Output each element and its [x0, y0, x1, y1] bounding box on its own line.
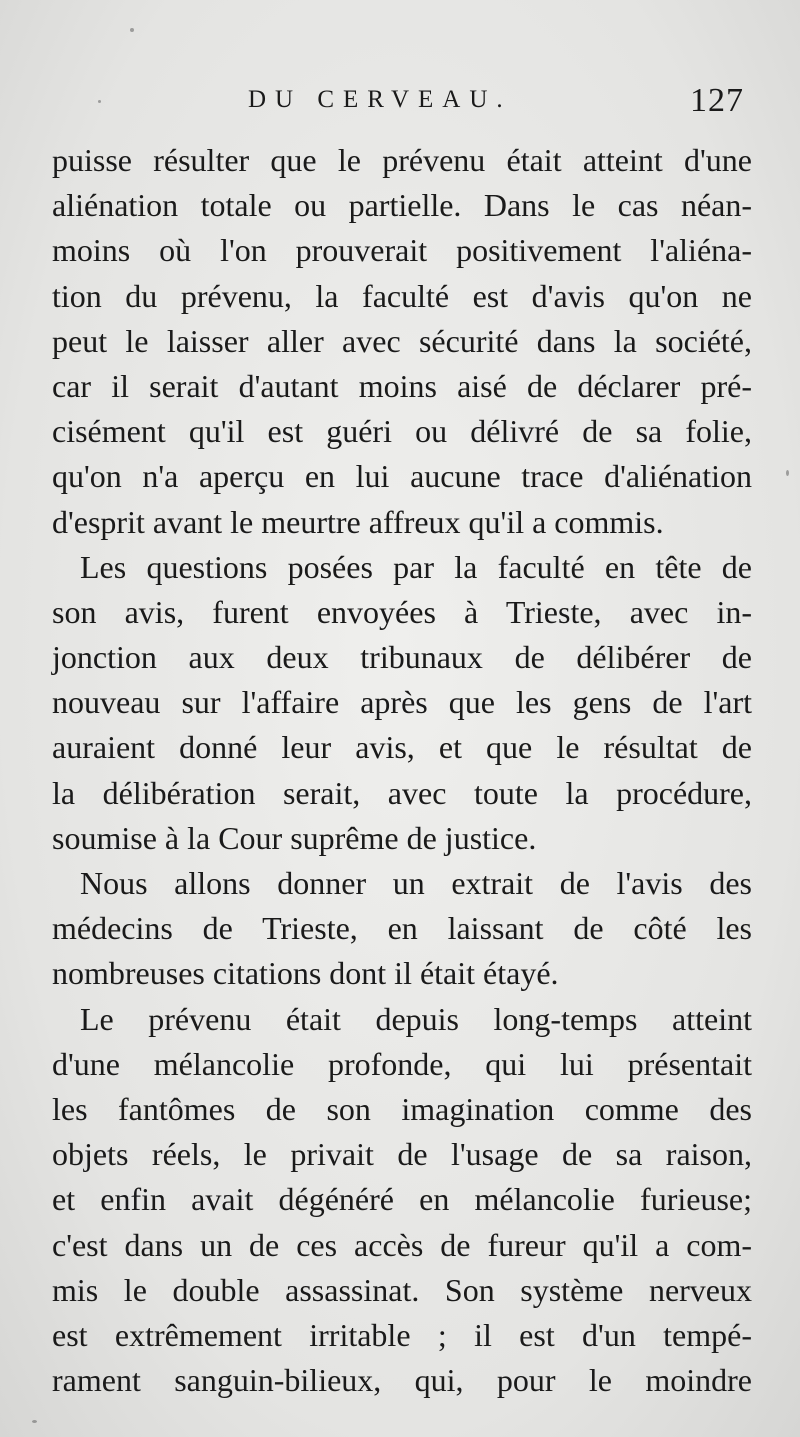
text-line: qu'on n'a aperçu en lui aucune trace d'aliénation [52, 458, 752, 495]
paper-speck [32, 1420, 37, 1423]
text-line: cisément qu'il est guéri ou délivré de sa folie, [52, 413, 752, 450]
text-line: aliénation totale ou partielle. Dans le cas néan- [52, 187, 752, 224]
text-line: objets réels, le privait de l'usage de sa raison, [52, 1136, 752, 1173]
paragraph-end-line: nombreuses citations dont il était étayé. [52, 955, 559, 992]
text-line: les fantômes de son imagination comme des [52, 1090, 752, 1127]
page-number: 127 [690, 82, 744, 119]
paragraph-end-line: soumise à la Cour suprême de justice. [52, 819, 537, 856]
paragraph-start-line: Les questions posées par la faculté en tête de [80, 548, 752, 585]
text-line: tion du prévenu, la faculté est d'avis qu'on ne [52, 277, 752, 314]
running-head [0, 82, 800, 126]
body-text [52, 138, 752, 1403]
paper-speck [98, 100, 101, 103]
paper-speck [130, 28, 134, 32]
text-line: médecins de Trieste, en laissant de côté les [52, 910, 752, 947]
text-line: la délibération serait, avec toute la procédure, [52, 774, 752, 811]
paragraph-end-line: d'esprit avant le meurtre affreux qu'il a commis. [52, 503, 664, 540]
paragraph-start-line: Le prévenu était depuis long-temps atteint [80, 1000, 752, 1037]
paragraph-start-line: Nous allons donner un extrait de l'avis des [80, 865, 752, 901]
text-line: auraient donné leur avis, et que le résultat de [52, 729, 752, 766]
text-line: c'est dans un de ces accès de fureur qu'il a com- [52, 1226, 752, 1263]
text-line: son avis, furent envoyées à Trieste, avec in- [52, 593, 752, 630]
text-line: peut le laisser aller avec sécurité dans la société, [52, 322, 752, 359]
paper-speck [786, 470, 789, 476]
text-line: est extrêmement irritable ; il est d'un tempé- [52, 1316, 752, 1353]
text-line: mis le double assassinat. Son système nerveux [52, 1271, 752, 1308]
text-line: et enfin avait dégénéré en mélancolie furieuse; [52, 1181, 752, 1218]
text-line: moins où l'on prouverait positivement l'aliéna- [52, 232, 752, 269]
text-line: car il serait d'autant moins aisé de déclarer pré- [52, 367, 752, 404]
text-line: rament sanguin-bilieux, qui, pour le moindre [52, 1362, 752, 1399]
text-line: nouveau sur l'affaire après que les gens de l'art [52, 684, 752, 721]
text-line: puisse résulter que le prévenu était atteint d'une [52, 142, 752, 178]
running-title: DU CERVEAU. [248, 86, 512, 113]
text-line: d'une mélancolie profonde, qui lui présentait [52, 1045, 752, 1082]
text-line: jonction aux deux tribunaux de délibérer de [52, 639, 752, 676]
